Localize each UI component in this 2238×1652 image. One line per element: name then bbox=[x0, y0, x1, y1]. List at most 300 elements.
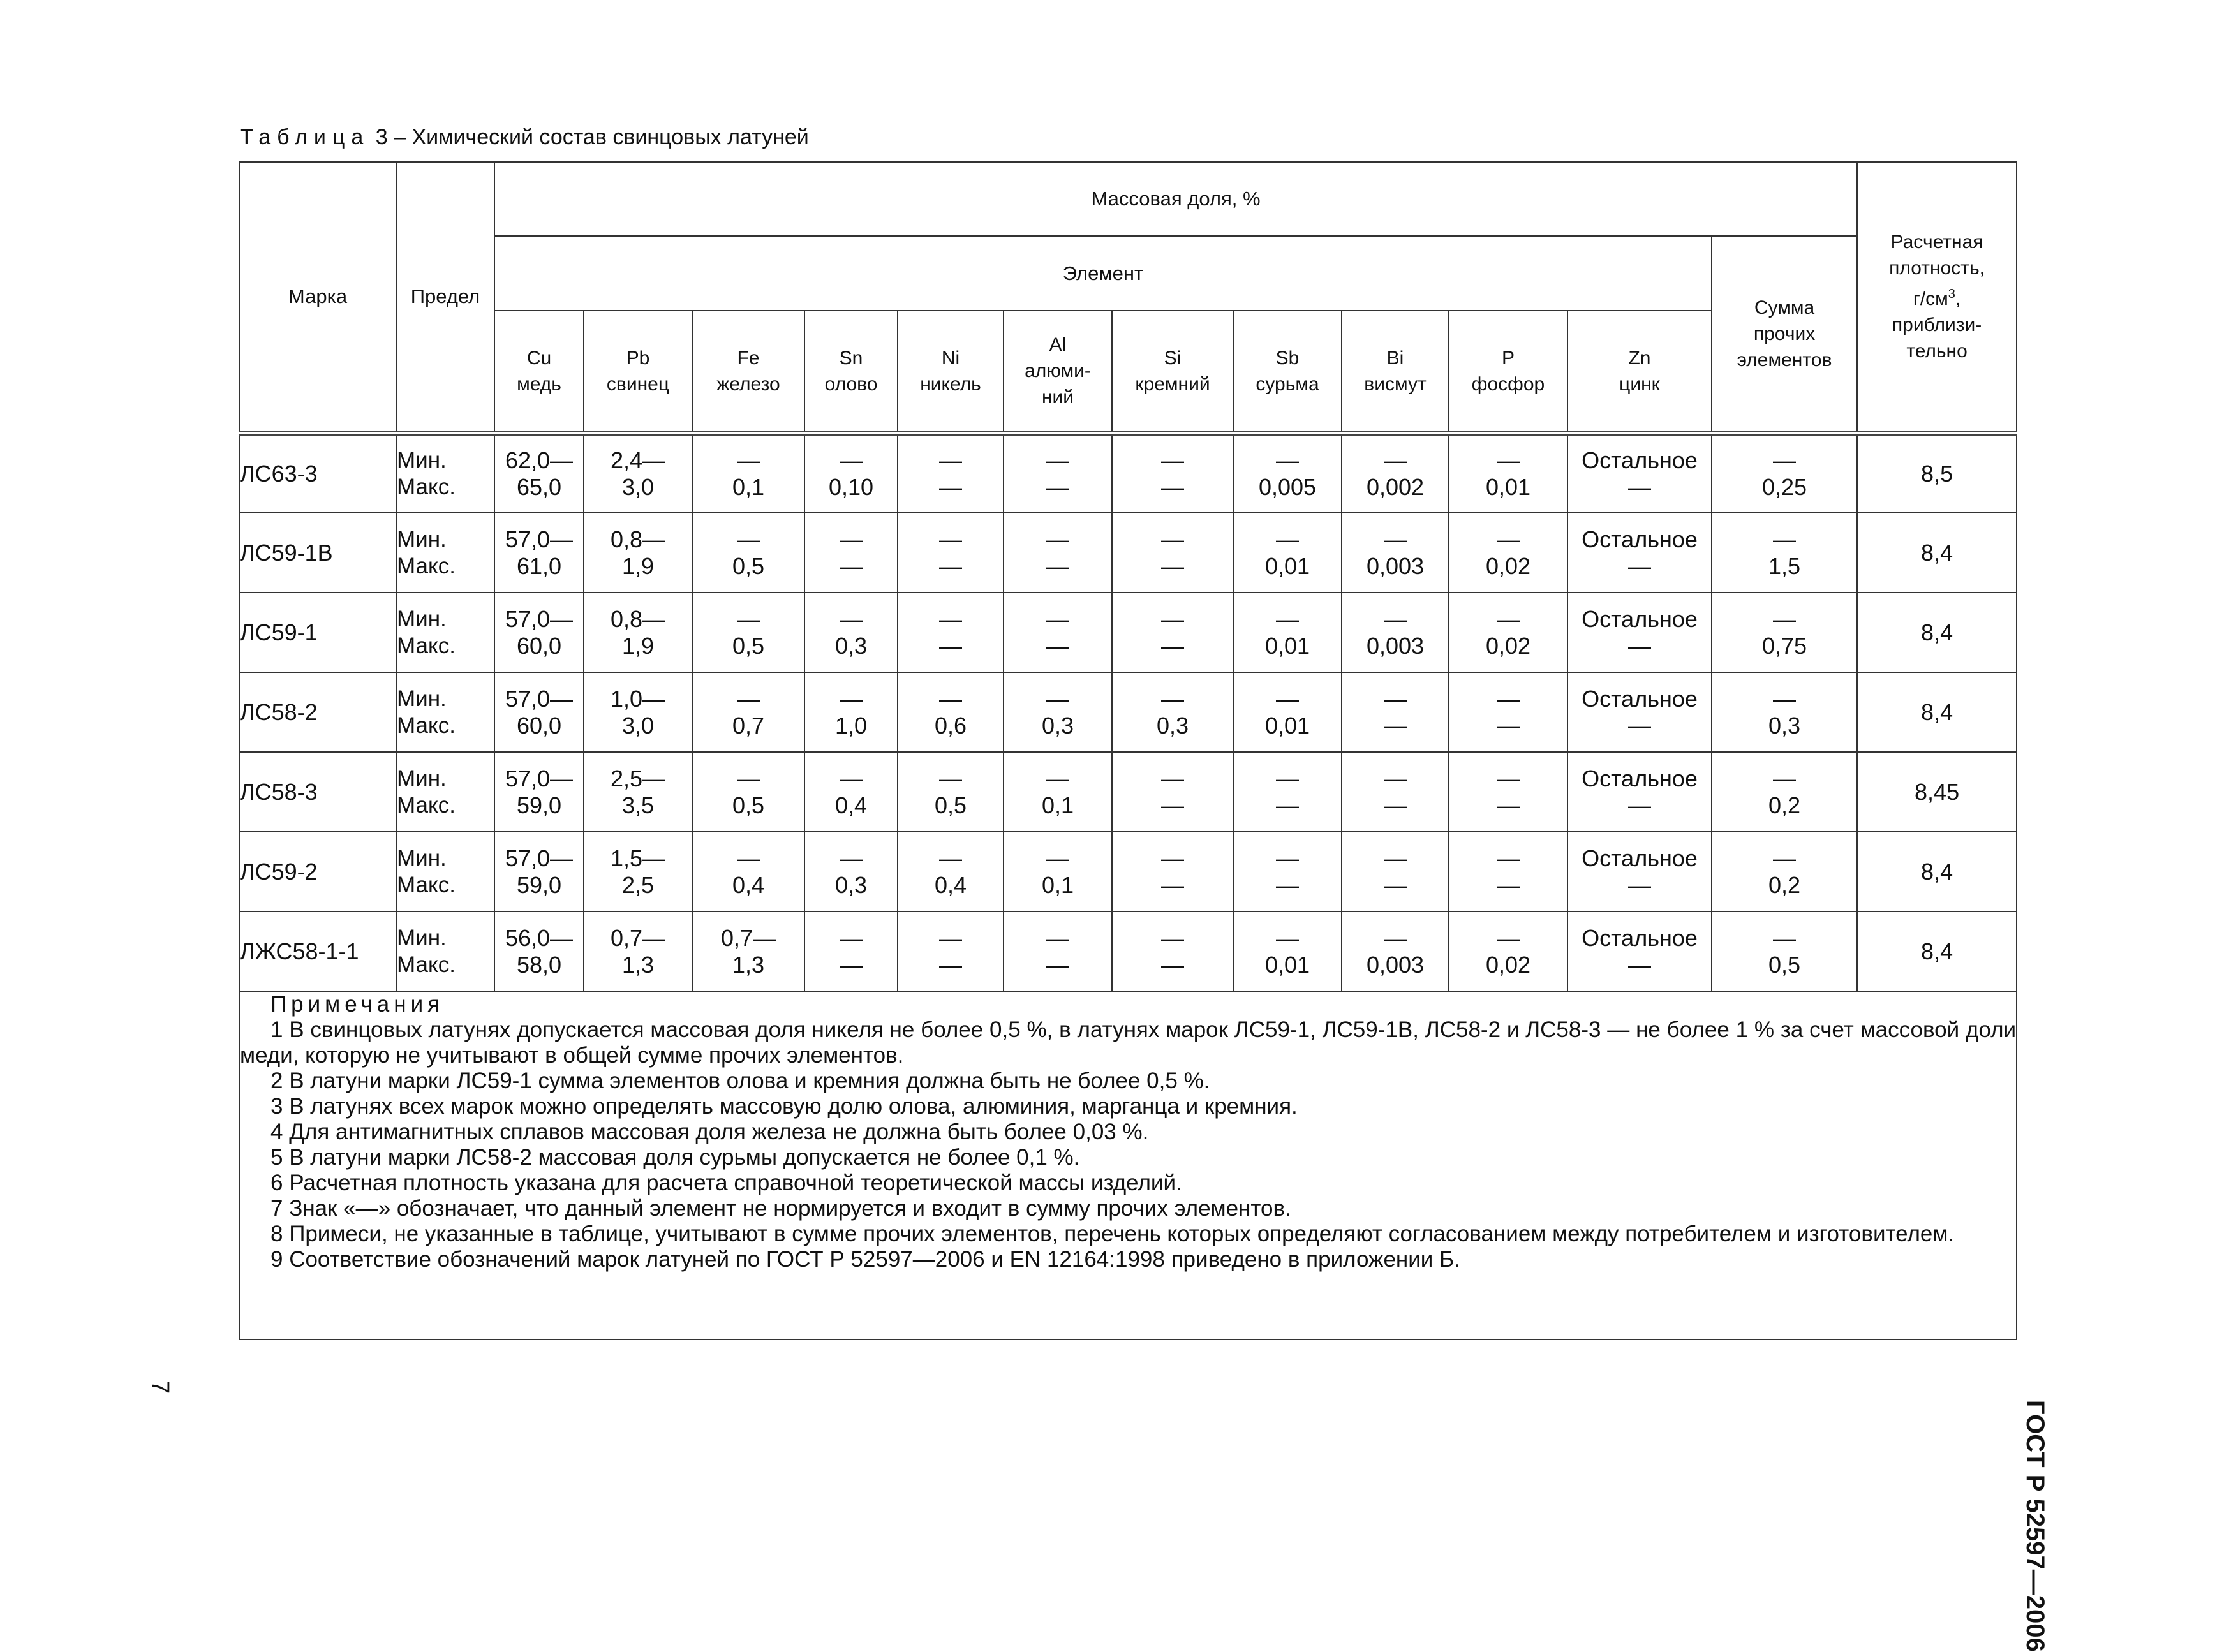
density-header bbox=[1857, 162, 2017, 433]
density-cell: 8,5 bbox=[1857, 433, 2017, 513]
value-cell bbox=[1233, 513, 1342, 593]
grade-cell: ЛС59-1 bbox=[239, 593, 396, 672]
notes-section bbox=[239, 991, 2017, 1339]
value-cell bbox=[1342, 832, 1449, 911]
limit-cell bbox=[396, 832, 494, 911]
max-value: 59,0 bbox=[516, 792, 562, 818]
value-cell bbox=[1233, 911, 1342, 991]
value-cell bbox=[804, 752, 898, 832]
max-value: 0,1 bbox=[1041, 792, 1074, 818]
caption-text: 3 – Химический состав свинцовых латуней bbox=[369, 125, 809, 149]
value-cell bbox=[1567, 593, 1712, 672]
element-name: свинец bbox=[606, 373, 670, 395]
max-value: 1,3 bbox=[732, 951, 765, 978]
min-value: Остальное bbox=[1582, 924, 1698, 951]
density-unit-base: г/см bbox=[1913, 288, 1948, 310]
element-name: медь bbox=[517, 373, 561, 395]
value-cell bbox=[1233, 672, 1342, 752]
element-symbol: Ni bbox=[941, 347, 960, 369]
min-value: — bbox=[840, 844, 863, 871]
max-value: 0,5 bbox=[732, 552, 765, 579]
value-cell bbox=[584, 513, 692, 593]
min-value: — bbox=[1046, 526, 1069, 552]
max-value: 1,0 bbox=[834, 712, 868, 739]
min-value: Остальное bbox=[1582, 685, 1698, 712]
min-value: — bbox=[1276, 924, 1299, 951]
limit-cell bbox=[396, 433, 494, 513]
min-value: — bbox=[1161, 924, 1184, 951]
value-cell bbox=[692, 593, 804, 672]
table-row bbox=[239, 433, 2017, 513]
max-value: 0,01 bbox=[1264, 951, 1310, 978]
min-value: — bbox=[840, 526, 863, 552]
limit-label: Макс. bbox=[397, 712, 456, 738]
max-value: 0,3 bbox=[1041, 712, 1074, 739]
max-value: — bbox=[1046, 632, 1069, 659]
value-cell bbox=[1233, 593, 1342, 672]
max-value: 0,5 bbox=[732, 632, 765, 659]
notes-title: Примечания bbox=[270, 992, 445, 1017]
max-value: 0,2 bbox=[1768, 871, 1801, 898]
value-cell bbox=[1712, 752, 1857, 832]
min-value: — bbox=[737, 446, 760, 473]
max-value: — bbox=[1384, 871, 1407, 898]
min-value: — bbox=[1161, 526, 1184, 552]
notes-row bbox=[239, 991, 2017, 1339]
min-value: — bbox=[737, 685, 760, 712]
element-symbol: Si bbox=[1164, 347, 1182, 369]
element-header-cell bbox=[898, 311, 1004, 433]
value-cell bbox=[494, 911, 584, 991]
min-value: — bbox=[1046, 446, 1069, 473]
max-value: 0,01 bbox=[1485, 473, 1531, 500]
value-cell bbox=[1342, 593, 1449, 672]
max-value: 3,0 bbox=[621, 712, 655, 739]
table-body bbox=[239, 162, 2017, 991]
max-value: — bbox=[1497, 792, 1520, 818]
limit-label: Мин. bbox=[397, 686, 447, 711]
min-value: — bbox=[737, 844, 760, 871]
element-symbol: P bbox=[1501, 347, 1515, 369]
value-cell bbox=[692, 911, 804, 991]
grade-header: Марка bbox=[239, 162, 396, 433]
min-value: — bbox=[1773, 924, 1797, 951]
min-value: — bbox=[1046, 765, 1069, 792]
max-value: 0,5 bbox=[1768, 951, 1801, 978]
value-cell bbox=[804, 911, 898, 991]
value-cell bbox=[494, 593, 584, 672]
density-cell: 8,4 bbox=[1857, 911, 2017, 991]
min-value: 2,5— bbox=[610, 765, 666, 792]
min-value: — bbox=[1384, 446, 1407, 473]
value-cell bbox=[692, 752, 804, 832]
max-value: 0,5 bbox=[934, 792, 967, 818]
min-value: — bbox=[1046, 924, 1069, 951]
table-row bbox=[239, 752, 2017, 832]
grade-cell: ЛС59-2 bbox=[239, 832, 396, 911]
limit-cell bbox=[396, 911, 494, 991]
max-value: 0,4 bbox=[732, 871, 765, 898]
table-row bbox=[239, 911, 2017, 991]
element-header-cell bbox=[584, 311, 692, 433]
max-value: — bbox=[1628, 951, 1651, 978]
max-value: — bbox=[840, 951, 863, 978]
min-value: — bbox=[939, 446, 962, 473]
element-header-cell bbox=[692, 311, 804, 433]
min-value: — bbox=[1161, 446, 1184, 473]
element-name: железо bbox=[716, 373, 780, 395]
min-value: Остальное bbox=[1582, 765, 1698, 792]
value-cell bbox=[1112, 593, 1233, 672]
element-name: алюми- bbox=[1025, 360, 1091, 382]
value-cell bbox=[584, 752, 692, 832]
min-value: 0,7— bbox=[610, 924, 666, 951]
limit-label: Макс. bbox=[397, 952, 456, 977]
note-7: 7 Знак «—» обозначает, что данный элемент не нормируется и входит в сумму прочих элементов. bbox=[270, 1196, 1291, 1221]
min-value: — bbox=[1497, 685, 1520, 712]
value-cell bbox=[1712, 513, 1857, 593]
caption-label: Таблица bbox=[240, 125, 370, 149]
min-value: — bbox=[1497, 844, 1520, 871]
notes-cell bbox=[239, 991, 2017, 1339]
min-value: 62,0— bbox=[505, 446, 574, 473]
element-symbol: Sn bbox=[839, 347, 863, 369]
max-value: 0,005 bbox=[1258, 473, 1317, 500]
limit-label: Мин. bbox=[397, 447, 447, 473]
max-value: 58,0 bbox=[516, 951, 562, 978]
min-value: 57,0— bbox=[505, 685, 574, 712]
value-cell bbox=[1112, 513, 1233, 593]
max-value: 0,7 bbox=[732, 712, 765, 739]
value-cell bbox=[1112, 832, 1233, 911]
min-value: 57,0— bbox=[505, 605, 574, 632]
max-value: 0,003 bbox=[1366, 951, 1425, 978]
sum-other-header bbox=[1712, 236, 1857, 433]
value-cell bbox=[1342, 433, 1449, 513]
value-cell bbox=[1004, 911, 1112, 991]
min-value: 0,8— bbox=[610, 605, 666, 632]
min-value: — bbox=[840, 685, 863, 712]
limit-label: Мин. bbox=[397, 925, 447, 950]
element-symbol: Pb bbox=[626, 347, 650, 369]
element-header-cell bbox=[494, 311, 584, 433]
element-header-cell bbox=[1233, 311, 1342, 433]
value-cell bbox=[1449, 433, 1567, 513]
value-cell bbox=[1712, 593, 1857, 672]
max-value: 0,01 bbox=[1264, 712, 1310, 739]
min-value: — bbox=[1384, 605, 1407, 632]
max-value: 0,1 bbox=[1041, 871, 1074, 898]
element-symbol: Al bbox=[1049, 334, 1067, 356]
max-value: — bbox=[939, 951, 962, 978]
table-row bbox=[239, 832, 2017, 911]
min-value: — bbox=[939, 605, 962, 632]
value-cell bbox=[1112, 672, 1233, 752]
value-cell bbox=[494, 513, 584, 593]
limit-label: Макс. bbox=[397, 553, 456, 579]
value-cell bbox=[1004, 593, 1112, 672]
min-value: — bbox=[1276, 765, 1299, 792]
min-value: — bbox=[840, 924, 863, 951]
min-value: — bbox=[1497, 446, 1520, 473]
density-cell: 8,45 bbox=[1857, 752, 2017, 832]
value-cell bbox=[804, 433, 898, 513]
limit-header: Предел bbox=[396, 162, 494, 433]
density-unit-comma: , bbox=[1955, 288, 1961, 310]
max-value: — bbox=[1384, 792, 1407, 818]
max-value: 2,5 bbox=[621, 871, 655, 898]
max-value: 0,003 bbox=[1366, 552, 1425, 579]
max-value: — bbox=[1161, 552, 1184, 579]
standard-designation: ГОСТ Р 52597—2006 bbox=[2021, 1400, 2049, 1652]
min-value: — bbox=[1046, 605, 1069, 632]
max-value: 0,02 bbox=[1485, 951, 1531, 978]
min-value: — bbox=[1046, 685, 1069, 712]
max-value: 60,0 bbox=[516, 712, 562, 739]
density-cell: 8,4 bbox=[1857, 513, 2017, 593]
min-value: — bbox=[1276, 605, 1299, 632]
value-cell bbox=[1233, 832, 1342, 911]
limit-cell bbox=[396, 593, 494, 672]
max-value: 0,6 bbox=[934, 712, 967, 739]
value-cell bbox=[1004, 672, 1112, 752]
limit-cell bbox=[396, 672, 494, 752]
element-symbol: Zn bbox=[1628, 347, 1651, 369]
element-name: ний bbox=[1041, 387, 1074, 408]
limit-label: Макс. bbox=[397, 474, 456, 499]
element-symbol: Fe bbox=[737, 347, 760, 369]
value-cell bbox=[898, 752, 1004, 832]
element-name: олово bbox=[824, 373, 878, 395]
min-value: — bbox=[1161, 844, 1184, 871]
value-cell bbox=[1567, 832, 1712, 911]
max-value: 0,3 bbox=[834, 632, 868, 659]
min-value: 0,7— bbox=[720, 924, 776, 951]
value-cell bbox=[1342, 911, 1449, 991]
max-value: 1,9 bbox=[621, 552, 655, 579]
max-value: 0,4 bbox=[834, 792, 868, 818]
max-value: — bbox=[840, 552, 863, 579]
note-6: 6 Расчетная плотность указана для расчета справочной теоретической массы изделий. bbox=[270, 1170, 1182, 1195]
min-value: — bbox=[1161, 605, 1184, 632]
min-value: — bbox=[1161, 685, 1184, 712]
max-value: 0,10 bbox=[828, 473, 874, 500]
min-value: — bbox=[1773, 685, 1797, 712]
max-value: — bbox=[1628, 552, 1651, 579]
element-name: фосфор bbox=[1471, 373, 1545, 395]
min-value: — bbox=[1384, 685, 1407, 712]
max-value: — bbox=[1161, 632, 1184, 659]
note-5: 5 В латуни марки ЛС58-2 массовая доля сурьмы допускается не более 0,1 %. bbox=[270, 1145, 1080, 1170]
min-value: — bbox=[1773, 605, 1797, 632]
max-value: 3,0 bbox=[621, 473, 655, 500]
max-value: 61,0 bbox=[516, 552, 562, 579]
note-2: 2 В латуни марки ЛС59-1 сумма элементов олова и кремния должна быть не более 0,5 %. bbox=[270, 1068, 1210, 1093]
value-cell bbox=[898, 433, 1004, 513]
value-cell bbox=[1567, 513, 1712, 593]
table-row bbox=[239, 672, 2017, 752]
max-value: 0,01 bbox=[1264, 552, 1310, 579]
table-row bbox=[239, 593, 2017, 672]
min-value: — bbox=[1384, 924, 1407, 951]
limit-label: Мин. bbox=[397, 845, 447, 871]
min-value: — bbox=[1497, 605, 1520, 632]
max-value: 0,3 bbox=[1156, 712, 1189, 739]
density-cell: 8,4 bbox=[1857, 672, 2017, 752]
density-header-line: приблизи- bbox=[1892, 314, 1982, 336]
value-cell bbox=[1567, 672, 1712, 752]
max-value: — bbox=[1628, 792, 1651, 818]
min-value: — bbox=[939, 844, 962, 871]
element-header-cell bbox=[804, 311, 898, 433]
min-value: — bbox=[840, 446, 863, 473]
limit-label: Мин. bbox=[397, 606, 447, 631]
min-value: — bbox=[939, 526, 962, 552]
value-cell bbox=[494, 433, 584, 513]
max-value: 0,1 bbox=[732, 473, 765, 500]
min-value: — bbox=[939, 924, 962, 951]
max-value: — bbox=[1161, 951, 1184, 978]
value-cell bbox=[1567, 911, 1712, 991]
min-value: — bbox=[1384, 844, 1407, 871]
density-cell: 8,4 bbox=[1857, 832, 2017, 911]
min-value: — bbox=[939, 765, 962, 792]
limit-label: Макс. bbox=[397, 792, 456, 818]
max-value: — bbox=[1276, 792, 1299, 818]
max-value: 1,5 bbox=[1768, 552, 1801, 579]
max-value: — bbox=[939, 473, 962, 500]
limit-label: Макс. bbox=[397, 633, 456, 658]
value-cell bbox=[804, 832, 898, 911]
max-value: — bbox=[1628, 712, 1651, 739]
value-cell bbox=[1233, 752, 1342, 832]
value-cell bbox=[584, 832, 692, 911]
element-header-cell bbox=[1112, 311, 1233, 433]
min-value: — bbox=[737, 605, 760, 632]
value-cell bbox=[1712, 832, 1857, 911]
max-value: — bbox=[1497, 871, 1520, 898]
mass-fraction-header: Массовая доля, % bbox=[494, 162, 1857, 236]
min-value: — bbox=[1773, 526, 1797, 552]
note-4: 4 Для антимагнитных сплавов массовая доля железа не должна быть более 0,03 %. bbox=[270, 1119, 1149, 1144]
value-cell bbox=[494, 672, 584, 752]
min-value: — bbox=[1384, 526, 1407, 552]
max-value: 0,02 bbox=[1485, 632, 1531, 659]
max-value: — bbox=[1628, 473, 1651, 500]
max-value: — bbox=[1046, 552, 1069, 579]
min-value: 0,8— bbox=[610, 526, 666, 552]
value-cell bbox=[1449, 752, 1567, 832]
min-value: — bbox=[840, 765, 863, 792]
max-value: — bbox=[1161, 792, 1184, 818]
value-cell bbox=[1112, 752, 1233, 832]
density-header-line: тельно bbox=[1906, 341, 1968, 362]
value-cell bbox=[1112, 911, 1233, 991]
min-value: 57,0— bbox=[505, 526, 574, 552]
element-symbol: Bi bbox=[1386, 347, 1404, 369]
value-cell bbox=[1342, 752, 1449, 832]
value-cell bbox=[1449, 593, 1567, 672]
max-value: 3,5 bbox=[621, 792, 655, 818]
min-value: — bbox=[1497, 526, 1520, 552]
sum-other-line: Сумма bbox=[1754, 297, 1815, 318]
min-value: Остальное bbox=[1582, 844, 1698, 871]
element-name: сурьма bbox=[1256, 373, 1319, 395]
grade-cell: ЛС63-3 bbox=[239, 433, 396, 513]
min-value: — bbox=[1276, 526, 1299, 552]
value-cell bbox=[1004, 752, 1112, 832]
max-value: 0,25 bbox=[1762, 473, 1807, 500]
note-8: 8 Примеси, не указанные в таблице, учитывают в сумме прочих элементов, перечень которых определяют согласованием между потребителем и изготовителем. bbox=[270, 1221, 1955, 1246]
max-value: — bbox=[1276, 871, 1299, 898]
max-value: 0,003 bbox=[1366, 632, 1425, 659]
table-row bbox=[239, 513, 2017, 593]
sum-other-line: прочих bbox=[1753, 323, 1816, 344]
max-value: 0,3 bbox=[1768, 712, 1801, 739]
min-value: — bbox=[1384, 765, 1407, 792]
value-cell bbox=[1342, 513, 1449, 593]
grade-cell: ЛС59-1В bbox=[239, 513, 396, 593]
min-value: — bbox=[1773, 844, 1797, 871]
min-value: — bbox=[939, 685, 962, 712]
value-cell bbox=[1567, 752, 1712, 832]
density-header-line: Расчетная bbox=[1890, 232, 1983, 253]
min-value: — bbox=[1276, 446, 1299, 473]
value-cell bbox=[804, 593, 898, 672]
min-value: 57,0— bbox=[505, 844, 574, 871]
element-header-cell bbox=[1342, 311, 1449, 433]
element-header: Элемент bbox=[494, 236, 1712, 311]
value-cell bbox=[692, 832, 804, 911]
max-value: 0,01 bbox=[1264, 632, 1310, 659]
limit-cell bbox=[396, 513, 494, 593]
max-value: 0,5 bbox=[732, 792, 765, 818]
value-cell bbox=[1449, 911, 1567, 991]
min-value: — bbox=[1276, 685, 1299, 712]
element-name: никель bbox=[920, 373, 981, 395]
max-value: — bbox=[1384, 712, 1407, 739]
value-cell bbox=[898, 911, 1004, 991]
max-value: — bbox=[1497, 712, 1520, 739]
element-name: висмут bbox=[1364, 373, 1427, 395]
min-value: — bbox=[1773, 765, 1797, 792]
header-row-2 bbox=[239, 236, 2017, 311]
value-cell bbox=[1112, 433, 1233, 513]
grade-cell: ЛС58-3 bbox=[239, 752, 396, 832]
max-value: 1,9 bbox=[621, 632, 655, 659]
value-cell bbox=[584, 672, 692, 752]
min-value: — bbox=[1497, 765, 1520, 792]
value-cell bbox=[1449, 672, 1567, 752]
density-cell: 8,4 bbox=[1857, 593, 2017, 672]
min-value: — bbox=[1161, 765, 1184, 792]
value-cell bbox=[1342, 672, 1449, 752]
max-value: — bbox=[1628, 632, 1651, 659]
min-value: 1,0— bbox=[610, 685, 666, 712]
note-1: 1 В свинцовых латунях допускается массовая доля никеля не более 0,5 %, в латунях марок ЛС59-1, ЛС59-1В, ЛС58-2 и ЛС58-3 — не более 1 % за счет массовой доли меди, которую не учитывают в общей сумме прочих элементов. bbox=[240, 1017, 2017, 1068]
density-header-line: плотность, bbox=[1889, 258, 1985, 279]
min-value: — bbox=[1773, 446, 1797, 473]
value-cell bbox=[692, 513, 804, 593]
element-header-cell bbox=[1004, 311, 1112, 433]
max-value: 59,0 bbox=[516, 871, 562, 898]
value-cell bbox=[584, 593, 692, 672]
chemical-composition-table bbox=[239, 161, 2017, 1340]
min-value: 1,5— bbox=[610, 844, 666, 871]
min-value: — bbox=[1276, 844, 1299, 871]
min-value: — bbox=[737, 526, 760, 552]
note-3: 3 В латунях всех марок можно определять массовую долю олова, алюминия, марганца и кремния. bbox=[270, 1094, 1298, 1119]
